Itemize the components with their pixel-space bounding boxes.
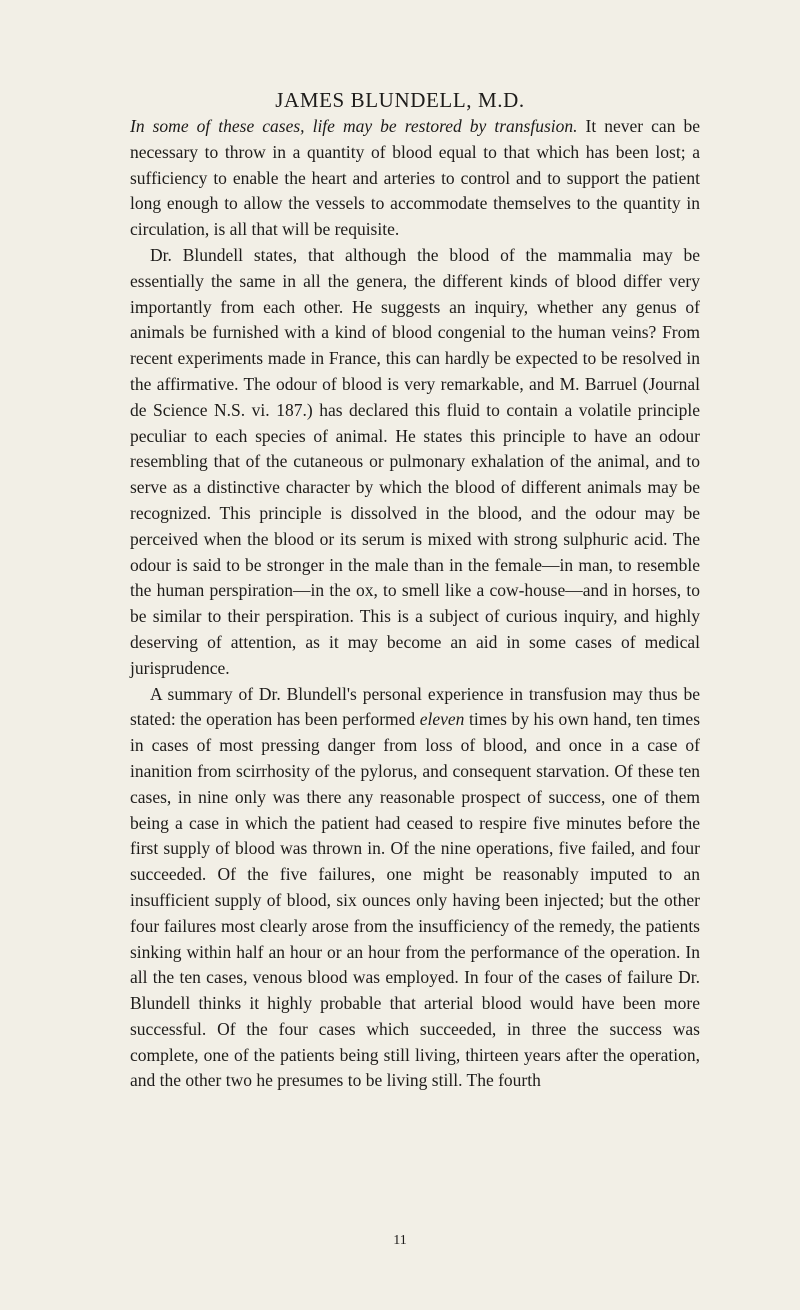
italic-word: eleven (419, 709, 465, 730)
italic-lead-phrase: In some of these cases, life may be restored by transfusion. (130, 116, 578, 136)
body-text (130, 114, 700, 1094)
paragraph-2 (130, 243, 700, 682)
paragraph-2-text: Dr. Blundell states, that although the blood of the mammalia may be essentially the same in all the genera, the different kinds of blood differ very importantly from each other. He suggests an inquiry, whether any genus of animals be furnished with a kind of blood congenial to the human veins? From recent experiments made in France, this can hardly be expected to be resolved in the affirmative. The odour of blood is very remarkable, and M. Barruel (Journal de Science N.S. vi. 187.) has declared this fluid to contain a volatile principle peculiar to each species of animal. He states this principle to have an odour resembling that of the cutaneous or pulmonary exhalation of the animal, and to serve as a distinctive character by which the blood of different animals may be recognized. This principle is dissolved in the blood, and the odour may be perceived when the blood or its serum is mixed with strong sulphuric acid. The odour is said to be stronger in the male than in the female—in man, to resemble the human perspiration—in the ox, to smell like a cow-house—and in horses, to be similar to their perspiration. This is a subject of curious inquiry, and highly deserving of attention, as it may become an aid in some cases of medical jurisprudence. (130, 244, 700, 678)
running-header: JAMES BLUNDELL, M.D. (275, 88, 525, 112)
paragraph-3 (130, 682, 700, 1095)
signature-mark: 11 (393, 1233, 407, 1248)
paragraph-3-text-start: A summary of Dr. Blundell's personal experience in transfusion may thus be stated: the operation has been performed (130, 683, 700, 730)
paragraph-1-text: It never can be necessary to throw in a quantity of blood equal to that which has been lost; a sufficiency to enable the heart and arteries to control and to support the patient long enough to allow the vessels to accommodate themselves to the quantity in circulation, is all that will be requisite. (130, 116, 701, 240)
paragraph-3-text-end: times by his own hand, ten times in cases of most pressing danger from loss of blood, and once in a case of inanition from scirrhosity of the pylorus, and consequent starvation. Of these ten cases, in nine only was there any reasonable prospect of success, one of them being a case in which the patient had ceased to respire five minutes before the first supply of blood was thrown in. Of the nine operations, five failed, and four succeeded. Of the five failures, one might be reasonably imputed to an insufficient supply of blood, six ounces only having been injected; but the other four failures most clearly arose from the insufficiency of the remedy, the patients sinking within half an hour or an hour from the performance of the operation. In all the ten cases, venous blood was employed. In four of the cases of failure Dr. Blundell thinks it highly probable that arterial blood would have been more successful. Of the four cases which succeeded, in three the success was complete, one of the patients being still living, thirteen years after the operation, and the other two he presumes to be living still. The fourth (130, 709, 701, 1091)
paragraph-1 (130, 114, 700, 243)
